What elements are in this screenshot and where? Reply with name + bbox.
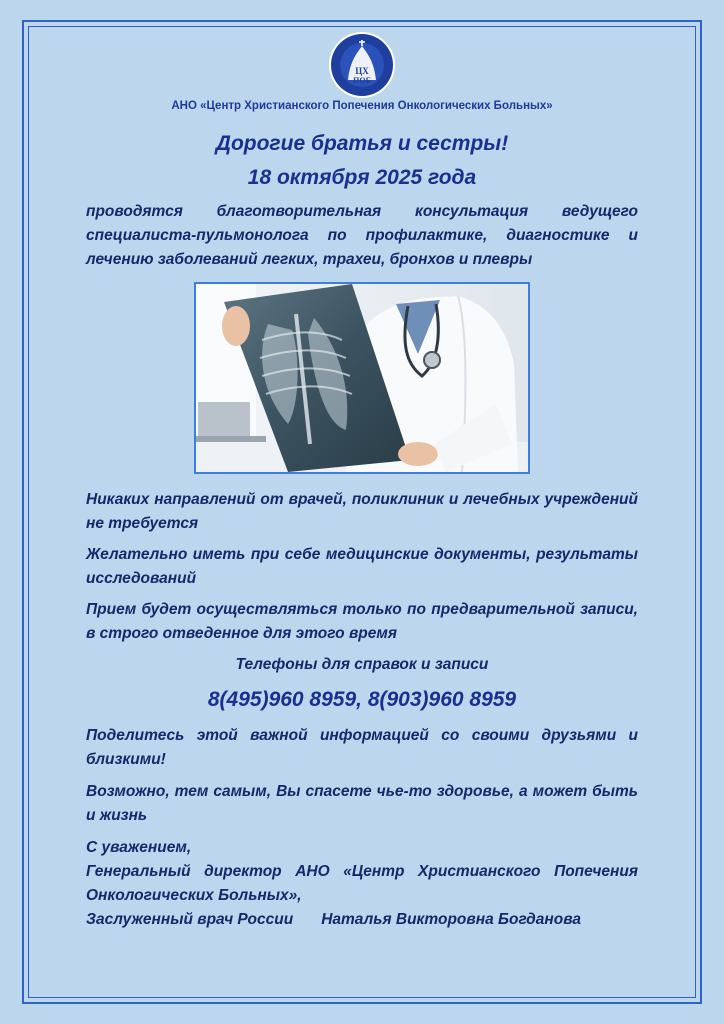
signature-name: Наталья Викторовна Богданова [321, 911, 581, 928]
organization-name: АНО «Центр Христианского Попечения Онкологических Больных» [171, 100, 553, 112]
signature-title: Заслуженный врач России [86, 911, 294, 928]
greeting-heading: Дорогие братья и сестры! [215, 132, 509, 155]
regards-text: С уважением, [86, 839, 192, 856]
phones-label: Телефоны для справок и записи [235, 656, 489, 673]
note-no-referral: Никаких направлений от врачей, поликлиник и лечебных учреждений не требуется [86, 491, 638, 532]
maybe-text: Возможно, тем самым, Вы спасете чье-то здоровье, а может быть и жизнь [86, 783, 638, 824]
signature-row [86, 908, 638, 932]
doctor-xray-image [196, 284, 528, 472]
note-appointment: Прием будет осуществляться только по предварительной записи, в строго отведенное для этого время [86, 601, 638, 642]
note-documents: Желательно иметь при себе медицинские документы, результаты исследований [86, 546, 638, 587]
svg-text:ПОБ: ПОБ [353, 76, 371, 85]
share-text: Поделитесь этой важной информацией со своими друзьями и близкими! [86, 727, 638, 768]
organization-logo-icon [322, 30, 402, 100]
doctor-xray-photo [194, 282, 530, 474]
intro-text: проводятся благотворительная консультация ведущего специалиста-пульмонолога по профилактике, диагностике и лечению заболеваний легких, трахеи, бронхов и плевры [86, 203, 638, 268]
event-date: 18 октября 2025 года [247, 166, 477, 189]
flyer-content [86, 30, 638, 932]
phone-numbers: 8(495)960 8959, 8(903)960 8959 [207, 688, 517, 711]
signature-position: Генеральный директор АНО «Центр Христианского Попечения Онкологических Больных», [86, 863, 638, 904]
svg-text:ЦХ: ЦХ [355, 66, 369, 76]
